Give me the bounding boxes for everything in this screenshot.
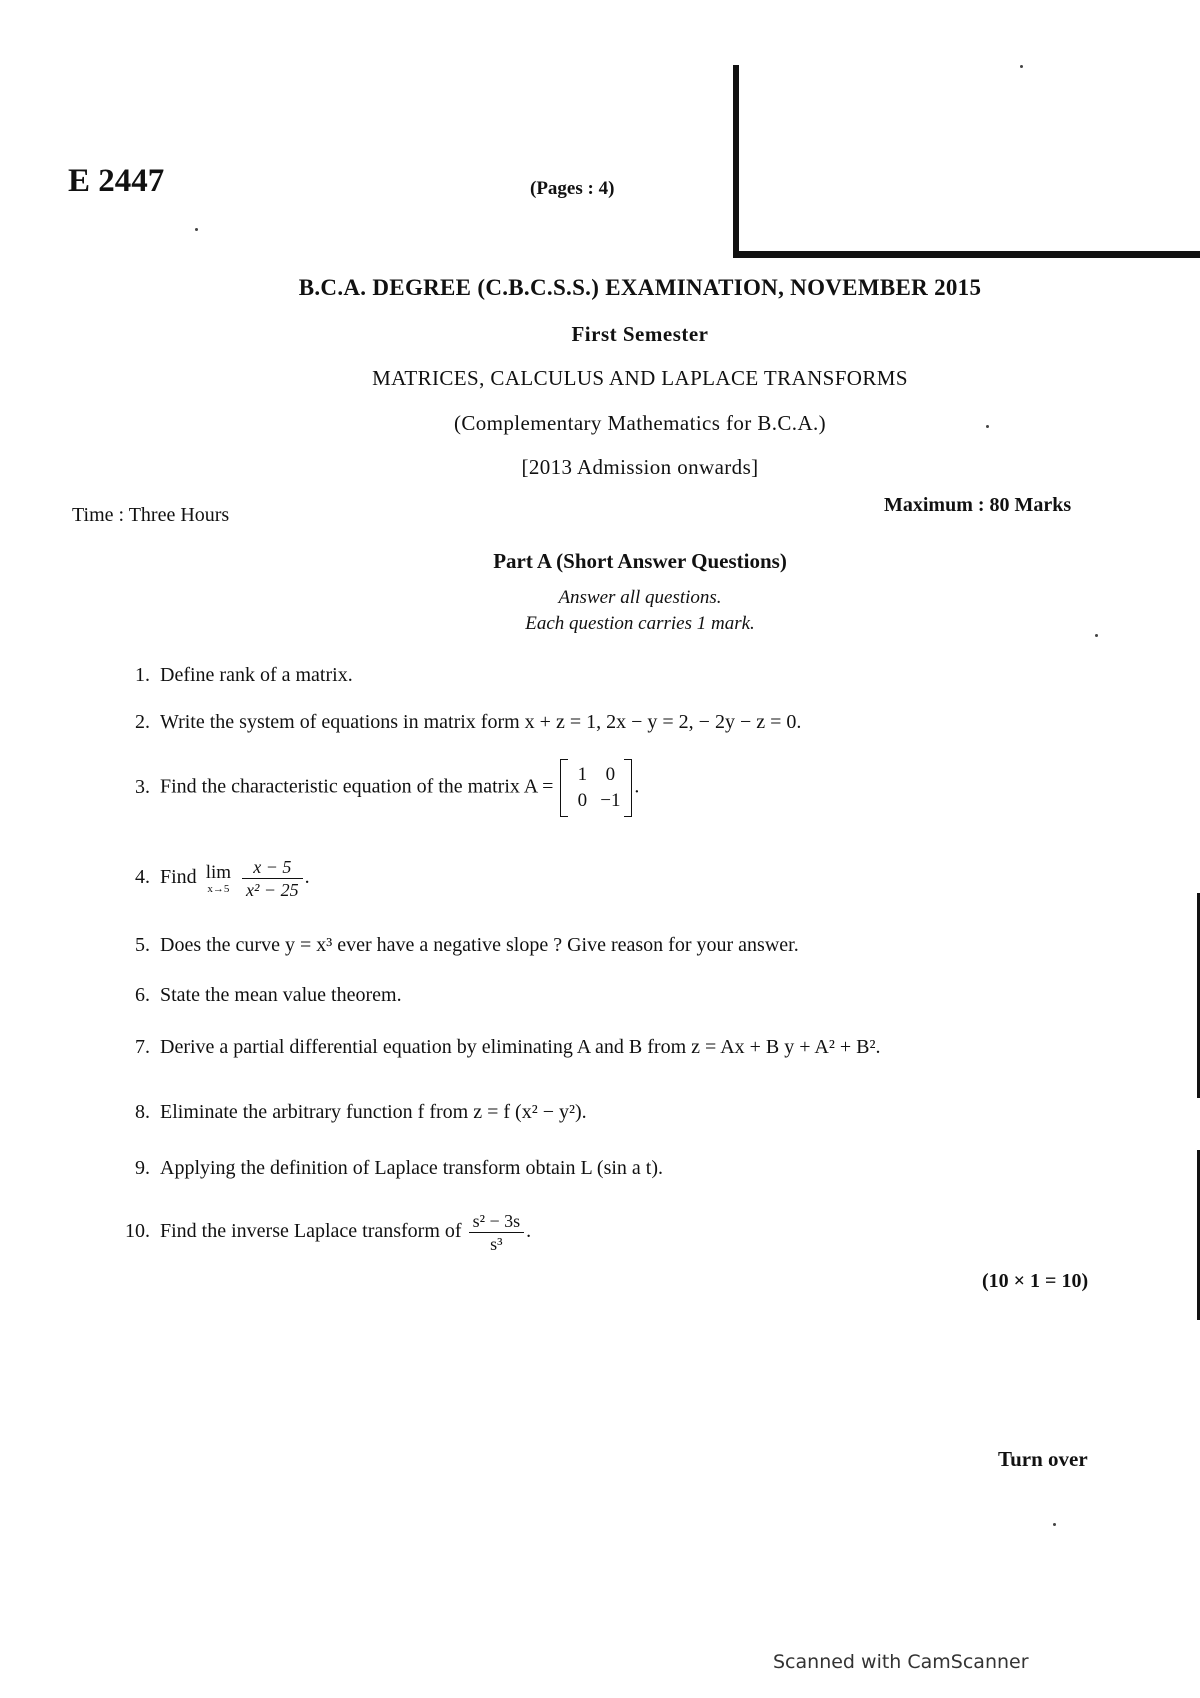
scan-speck [1020, 65, 1023, 68]
question-text: Define rank of a matrix. [160, 664, 353, 686]
stamp-box-border-horizontal [733, 251, 1200, 258]
question-number: 6. [135, 984, 150, 1006]
question-5 [108, 934, 799, 957]
question-text: Applying the definition of Laplace transform obtain L (sin a t). [160, 1157, 664, 1179]
question-number: 2. [135, 711, 150, 733]
time-allowed: Time : Three Hours [72, 504, 230, 526]
max-marks: Maximum : 80 Marks [884, 494, 1072, 516]
scan-speck [1053, 1523, 1056, 1526]
limit-expression [206, 863, 231, 895]
matrix-left-bracket [560, 759, 568, 817]
question-text: Find the characteristic equation of the matrix A = [160, 775, 554, 798]
question-number: 8. [135, 1101, 150, 1123]
question-number: 9. [135, 1157, 150, 1179]
instruction-answer-all: Answer all questions. [558, 587, 722, 608]
question-number: 10. [125, 1220, 150, 1243]
question-1 [108, 664, 353, 687]
stamp-box-border-vertical [733, 65, 739, 257]
question-8 [108, 1101, 587, 1124]
question-tail: . [304, 866, 310, 889]
fraction [242, 856, 303, 901]
fraction-denominator: s³ [490, 1234, 503, 1254]
part-a-marks-total: (10 × 1 = 10) [982, 1270, 1089, 1292]
exam-title: B.C.A. DEGREE (C.B.C.S.S.) EXAMINATION, NOVEMBER 2015 [298, 275, 982, 300]
question-3 [108, 759, 639, 817]
turn-over-note: Turn over [998, 1447, 1088, 1471]
matrix-right-bracket [624, 759, 632, 817]
question-text: Eliminate the arbitrary function f from z = f (x² − y²). [160, 1101, 587, 1123]
fraction-numerator: x − 5 [242, 856, 303, 879]
instruction-marks: Each question carries 1 mark. [525, 613, 755, 634]
question-text: Does the curve y = x³ ever have a negative slope ? Give reason for your answer. [160, 934, 799, 956]
question-number: 5. [135, 934, 150, 956]
question-tail: . [634, 775, 640, 798]
question-4 [108, 856, 310, 901]
question-7 [108, 1036, 881, 1059]
limit-subscript: x→5 [207, 882, 230, 895]
page-count: (Pages : 4) [530, 178, 615, 199]
question-6 [108, 984, 402, 1007]
question-number: 3. [135, 775, 150, 798]
question-text: Write the system of equations in matrix form x + z = 1, 2x − y = 2, − 2y − z = 0. [160, 711, 802, 733]
fraction-denominator: x² − 25 [246, 880, 299, 900]
matrix-cell: 0 [605, 764, 616, 785]
limit-word: lim [205, 861, 232, 883]
fraction [469, 1210, 525, 1255]
question-2 [108, 711, 801, 734]
question-10 [108, 1210, 531, 1255]
question-text: Derive a partial differential equation by eliminating A and B from z = Ax + B y + A² + B². [160, 1036, 881, 1058]
subject-title: MATRICES, CALCULUS AND LAPLACE TRANSFORMS [372, 366, 908, 390]
question-number: 7. [135, 1036, 150, 1058]
part-heading: Part A (Short Answer Questions) [493, 549, 787, 573]
question-9 [108, 1157, 663, 1180]
semester: First Semester [571, 322, 709, 346]
question-tail: . [526, 1220, 532, 1243]
question-text: Find [160, 866, 197, 889]
question-number: 1. [135, 664, 150, 686]
admission-note: [2013 Admission onwards] [521, 455, 759, 479]
scanner-watermark: Scanned with CamScanner [773, 1651, 1029, 1673]
matrix-cell: 1 [577, 764, 588, 785]
paper-code: E 2447 [68, 163, 165, 199]
matrix-cell: −1 [600, 790, 621, 811]
question-number: 4. [135, 866, 150, 889]
scan-speck [195, 228, 198, 231]
matrix-a [560, 759, 632, 817]
fraction-numerator: s² − 3s [469, 1210, 525, 1233]
question-text: Find the inverse Laplace transform of [160, 1220, 462, 1243]
subject-subtitle: (Complementary Mathematics for B.C.A.) [453, 411, 827, 435]
matrix-cell: 0 [577, 790, 588, 811]
question-text: State the mean value theorem. [160, 984, 402, 1006]
